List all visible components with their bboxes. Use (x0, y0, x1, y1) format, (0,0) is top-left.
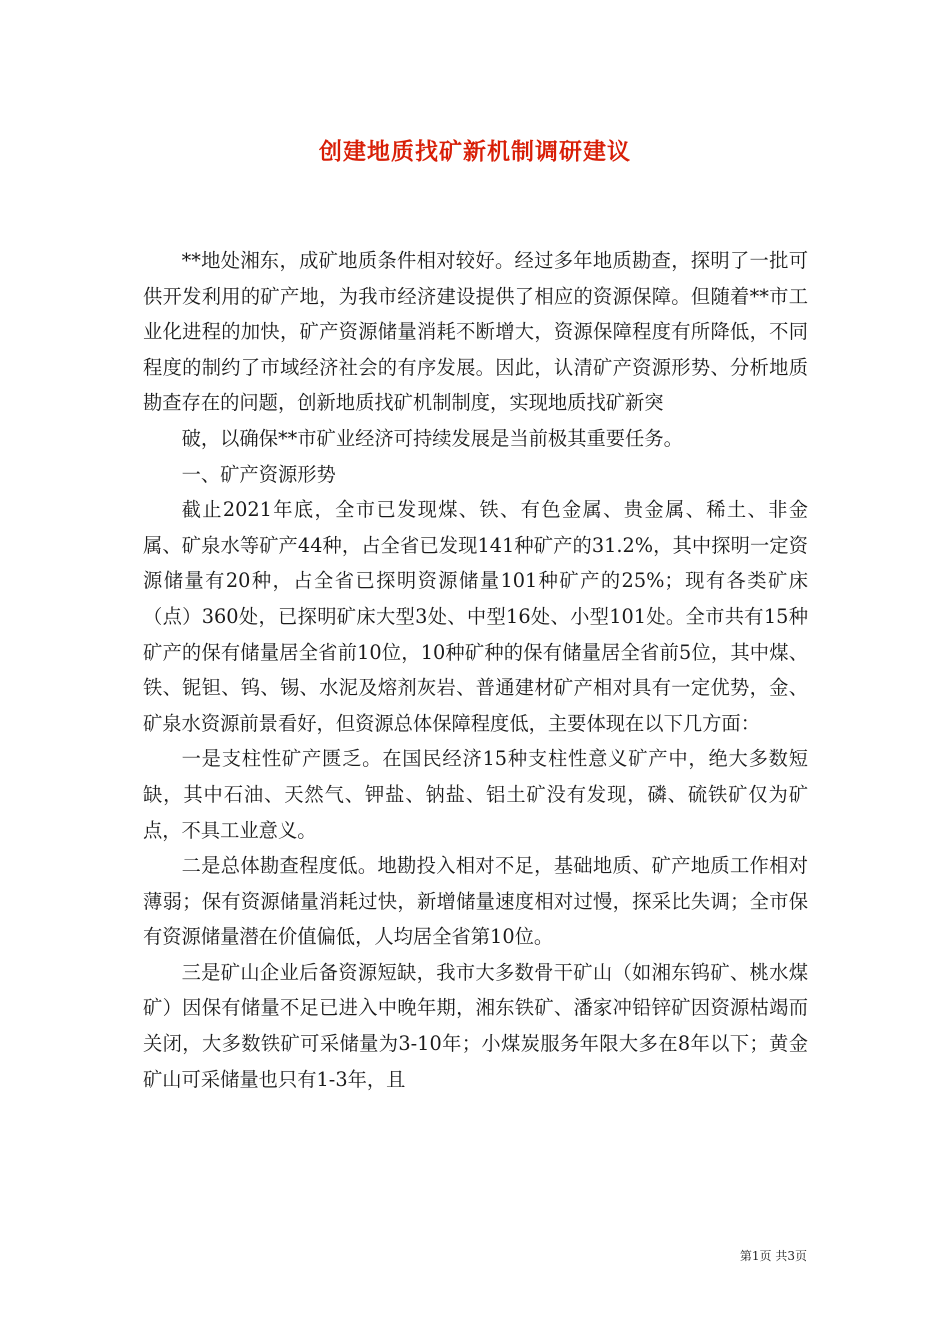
document-body (143, 243, 808, 1097)
paragraph-point-three: 三是矿山企业后备资源短缺，我市大多数骨干矿山（如湘东钨矿、桃水煤矿）因保有储量不足已进入中晚年期，湘东铁矿、潘家冲铅锌矿因资源枯竭而关闭，大多数铁矿可采储量为3-10年；小煤炭服务年限大多在8年以下；黄金矿山可采储量也只有1-3年，且 (143, 960, 808, 1091)
paragraph-resource-status: 截止2021年底，全市已发现煤、铁、有色金属、贵金属、稀土、非金属、矿泉水等矿产44种，占全省已发现141种矿产的31.2%，其中探明一定资源储量有20种，占全省已探明资源储量101种矿产的25%；现有各类矿床（点）360处，已探明矿床大型3处、中型16处、小型101处。全市共有15种矿产的保有储量居全省前10位，10种矿种的保有储量居全省前5位，其中煤、铁、铌钽、钨、锡、水泥及熔剂灰岩、普通建材矿产相对具有一定优势，金、矿泉水资源前景看好，但资源总体保障程度低，主要体现在以下几方面： (143, 498, 808, 735)
paragraph-intro: **地处湘东，成矿地质条件相对较好。经过多年地质勘查，探明了一批可供开发利用的矿产地，为我市经济建设提供了相应的资源保障。但随着**市工业化进程的加快，矿产资源储量消耗不断增大，资源保障程度有所降低，不同程度的制约了市域经济社会的有序发展。因此，认清矿产资源形势、分析地质勘查存在的问题，创新地质找矿机制制度，实现地质找矿新突 (143, 249, 808, 415)
paragraph-point-one: 一是支柱性矿产匮乏。在国民经济15种支柱性意义矿产中，绝大多数短缺，其中石油、天然气、钾盐、钠盐、铝土矿没有发现，磷、硫铁矿仅为矿点，不具工业意义。 (143, 747, 808, 842)
section-heading: 一、矿产资源形势 (181, 462, 336, 486)
document-title: 创建地质找矿新机制调研建议 (319, 138, 631, 165)
paragraph-intro-continued: 破，以确保**市矿业经济可持续发展是当前极其重要任务。 (181, 426, 683, 450)
page-number: 第1页 共3页 (739, 1249, 807, 1263)
paragraph-point-two: 二是总体勘查程度低。地勘投入相对不足，基础地质、矿产地质工作相对薄弱；保有资源储量消耗过快，新增储量速度相对过慢，探采比失调；全市保有资源储量潜在价值偏低，人均居全省第10位。 (143, 854, 808, 949)
